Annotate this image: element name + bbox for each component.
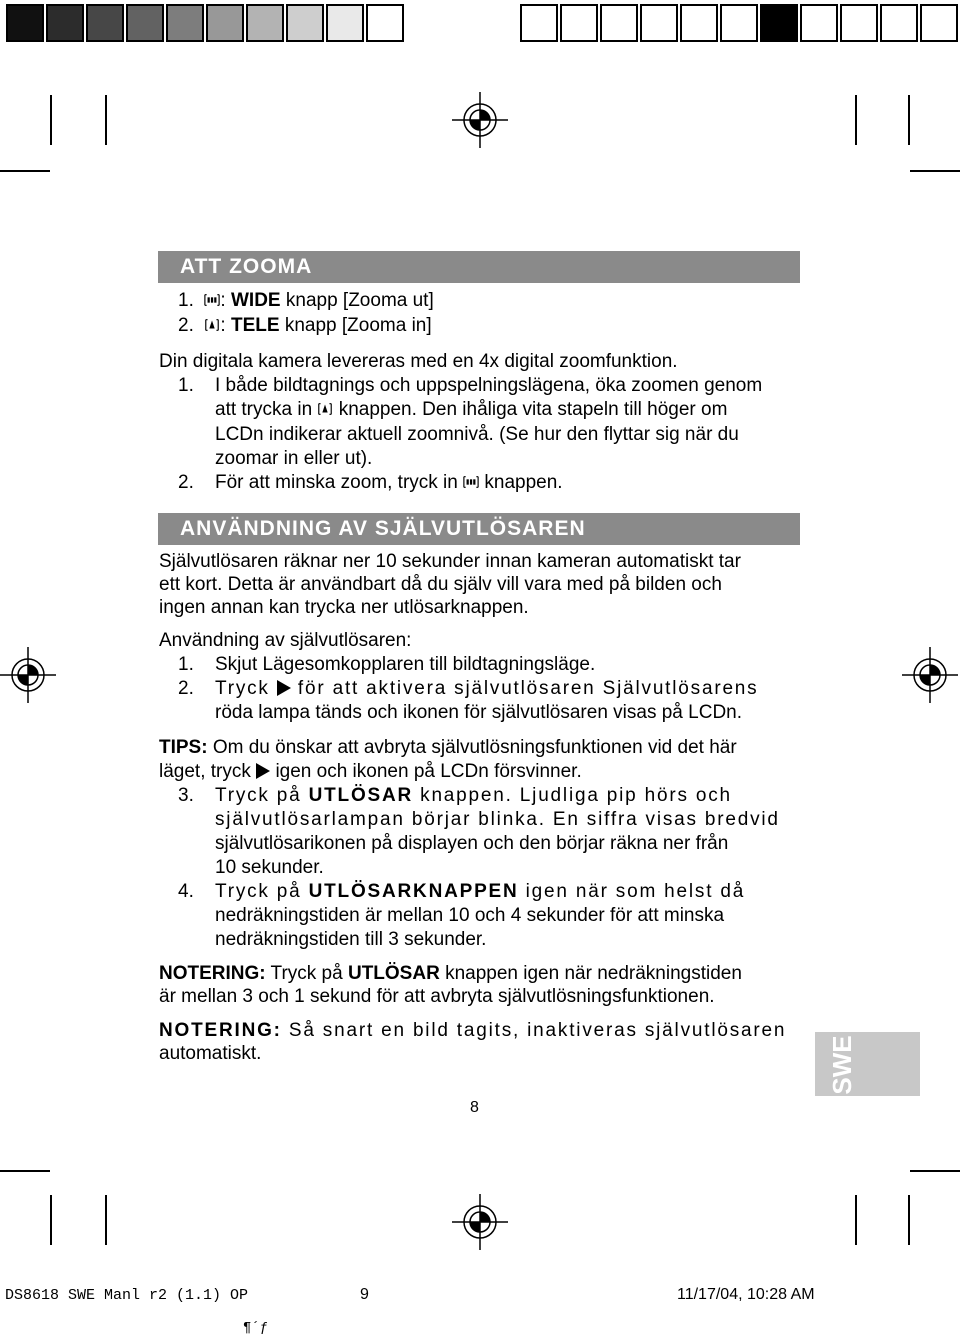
swatch [720,4,758,42]
tips-line [159,736,804,760]
wide-zoom-icon [204,292,220,308]
footer-glyphs: ¶´ƒ [243,1320,269,1336]
registration-swatches [520,4,960,42]
zoom-step1-line: zoomar in eller ut). [215,448,373,469]
text-fragment: Om du önskar att avbryta självutlösningsfunktionen vid det här [207,737,737,758]
swatch [560,4,598,42]
crop-mark [908,1195,910,1245]
text-fragment: igen när som helst då [518,881,746,902]
text-fragment: För att minska zoom, tryck in [215,472,458,493]
text-fragment: Så snart en bild tagits, inaktiveras självutlösaren [281,1020,787,1041]
swatch [600,4,638,42]
text-fragment: Tryck på [215,785,309,806]
swatch [366,4,404,42]
text-fragment: Tryck på [215,881,309,902]
item-number: 2. [178,315,194,336]
section-heading-zoom: ATT ZOOMA [158,251,800,283]
timer-step3-line [215,784,805,808]
swatch [880,4,918,42]
crop-mark [50,1195,52,1245]
step-number: 3. [178,785,194,806]
swatch [640,4,678,42]
note1-line: är mellan 3 och 1 sekund för att avbryta självutlösningsfunktionen. [159,986,715,1007]
note-label: NOTERING: [159,1020,282,1041]
tele-zoom-icon [204,317,220,333]
swatch [800,4,838,42]
shutter-label: UTLÖSAR [347,963,440,984]
text-fragment: knappen. [484,472,563,493]
timer-step4-line: nedräkningstiden är mellan 10 och 4 sekunder för att minska [215,905,725,926]
registration-target-icon [902,647,958,703]
crop-mark [910,170,960,172]
zoom-step1-line: I både bildtagnings och uppspelningslägena, öka zoomen genom [215,375,763,396]
footer-timestamp: 11/17/04, 10:28 AM [677,1286,815,1303]
text-fragment: Tryck på [265,963,348,984]
crop-mark [855,1195,857,1245]
shutter-button-label: UTLÖSARKNAPPEN [308,881,519,902]
item-text: knapp [Zooma ut] [280,290,434,311]
tips-label: TIPS: [159,737,208,758]
step-number: 1. [178,375,194,396]
text-fragment: igen och ikonen på LCDn försvinner. [275,761,582,782]
timer-step1: Skjut Lägesomkopplaren till bildtagningsläge. [215,654,596,675]
tele-label: TELE [230,315,280,336]
item-number: 1. [178,290,194,311]
text-fragment: för att aktivera självutlösaren Självutlösarens [297,678,759,699]
swatch [86,4,124,42]
timer-para-line: ett kort. Detta är användbart då du själv vill vara med på bilden och [159,574,722,595]
timer-step2-line [215,677,805,701]
zoom-step1-line: LCDn indikerar aktuell zoomnivå. (Se hur den flyttar sig när du [215,424,739,445]
crop-mark [105,1195,107,1245]
swatch [326,4,364,42]
crop-mark [910,1170,960,1172]
crop-mark [50,95,52,145]
swatch [286,4,324,42]
footer-filename: DS8618 SWE Manl r2 (1.1) OP [5,1287,249,1304]
wide-zoom-icon [463,474,479,490]
zoom-intro: Din digitala kamera levereras med en 4x digital zoomfunktion. [159,351,678,372]
note1-line [159,962,804,986]
swatch [760,4,798,42]
zoom-step1-line [215,398,805,422]
timer-step2-line: röda lampa tänds och ikonen för självutlösaren visas på LCDn. [215,702,743,723]
crop-mark [855,95,857,145]
zoom-step2-line [215,471,805,495]
crop-mark [908,95,910,145]
text-fragment: Tryck [215,678,270,699]
timer-step4-line: nedräkningstiden till 3 sekunder. [215,929,487,950]
wide-label: WIDE [230,290,281,311]
swatch [246,4,284,42]
swatch [206,4,244,42]
registration-target-icon [0,647,56,703]
footer-page: 9 [360,1286,369,1303]
swatch [6,4,44,42]
timer-step4-line [215,880,805,904]
timer-step3-line: 10 sekunder. [215,857,324,878]
note2-line [159,1019,804,1043]
grayscale-swatches [6,4,406,42]
text-fragment: att trycka in [215,399,313,420]
play-right-icon [256,763,270,779]
tips-line [159,760,804,784]
tele-zoom-icon [317,401,333,417]
swatch [840,4,878,42]
crop-mark [0,170,50,172]
timer-step3-line: självutlösarikonen på displayen och den börjar räkna ner från [215,833,729,854]
play-right-icon [277,680,291,696]
swatch [46,4,84,42]
step-number: 2. [178,472,194,493]
note-label: NOTERING: [159,963,266,984]
zoom-item-2: 2. : TELE knapp [Zooma in] [178,315,432,336]
registration-target-icon [452,92,508,148]
language-tab-label: SWE [826,1035,857,1095]
swatch [680,4,718,42]
timer-step3-line: självutlösarlampan börjar blinka. En siffra visas bredvid [215,809,780,830]
usage-title: Användning av självutlösaren: [159,630,412,651]
section-heading-self-timer: ANVÄNDNING AV SJÄLVUTLÖSAREN [158,513,800,545]
timer-para-line: ingen annan kan trycka ner utlösarknappen. [159,597,529,618]
crop-mark [0,1170,50,1172]
swatch [166,4,204,42]
step-number: 1. [178,654,194,675]
shutter-label: UTLÖSAR [308,785,414,806]
text-fragment: knappen. Ljudliga pip hörs och [413,785,732,806]
step-number: 2. [178,678,194,699]
item-text: knapp [Zooma in] [279,315,432,336]
swatch [920,4,958,42]
page-number: 8 [470,1099,479,1116]
registration-target-icon [452,1194,508,1250]
note2-line: automatiskt. [159,1043,262,1064]
zoom-item-1: 1. : WIDE knapp [Zooma ut] [178,290,434,311]
text-fragment: knappen. Den ihåliga vita stapeln till höger om [338,399,728,420]
swatch [126,4,164,42]
crop-mark [105,95,107,145]
step-number: 4. [178,881,194,902]
text-fragment: knappen igen när nedräkningstiden [439,963,742,984]
swatch [520,4,558,42]
timer-para-line: Självutlösaren räknar ner 10 sekunder innan kameran automatiskt tar [159,551,741,572]
text-fragment: läget, tryck [159,761,251,782]
